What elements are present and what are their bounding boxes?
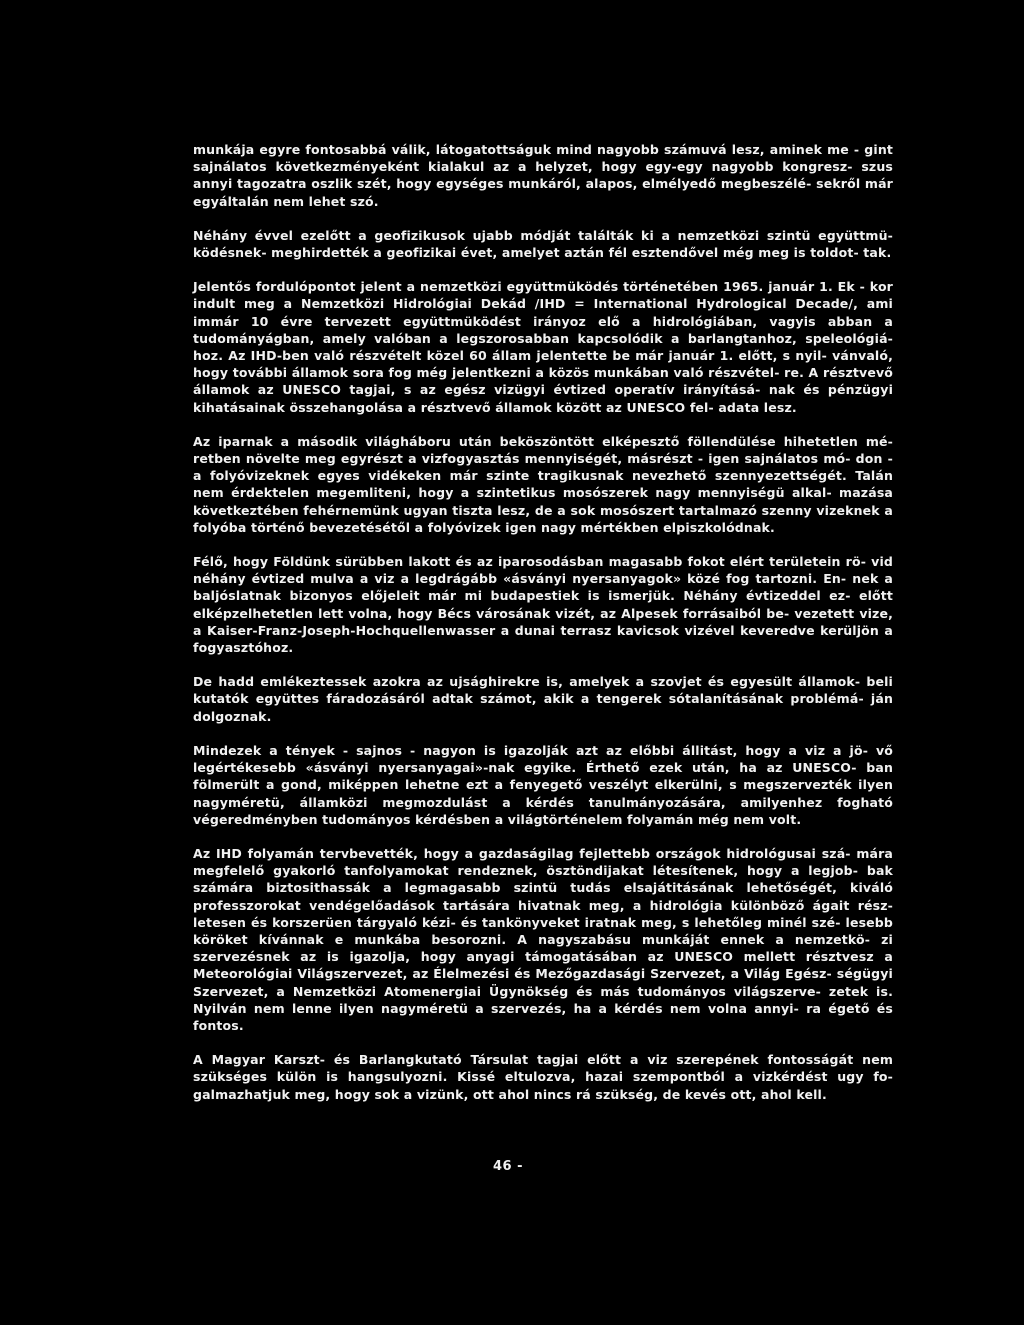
paragraph-3: Jelentős fordulópontot jelent a nemzetközi együttmüködés történetében 1965. január 1. Ek - kor indult meg a Nemzetközi Hidrológiai Dekád /IHD = International Hydrological Decade/, ami immár 10 évre tervezett együttmüködést irányoz elő a hidrológiában, vagyis abban a tudományágban, amely valóban a legszorosabban kapcsolódik a barlangtanhoz, speleológiá- hoz. Az IHD-ben való részvételt közel 60 állam jelentette be már január 1. előtt, s nyil- vánvaló, hogy további államok sora fog még jelentkezni a közös munkában való részvétel- re. A résztvevő államok az UNESCO tagjai, s az egész vizügyi évtized operatív irányításá- nak és pénzügyi kihatásainak összehangolása a résztvevő államok között az UNESCO fel- adata lesz. bbox=[193, 279, 893, 415]
document-body bbox=[193, 141, 893, 1103]
paragraph-6: De hadd emlékeztessek azokra az ujsághirekre is, amelyek a szovjet és egyesült államok- beli kutatók együttes fáradozásáról adtak számot, akik a tengerek sótalanításának problémá- ján dolgoznak. bbox=[193, 674, 893, 724]
paragraph-4: Az iparnak a második világháboru után beköszöntött elképesztő föllendülése hihetetlen mé- retben növelte meg egyrészt a vizfogyasztás mennyiségét, másrészt - igen sajnálatos mó- don - a folyóvizeknek egyes vidékeken már szinte tragikusnak nevezhető szennyezettségét. Talán nem érdektelen megemliteni, hogy a szintetikus mosószerek nagy mennyiségü alkal- mazása következtében fehérnemünk ugyan tiszta lesz, de a sok mosószert tartalmazó szenny vizeknek a folyóba történő bevezetésétől a folyóvizek igen nagy mértékben elpiszkolódnak. bbox=[193, 433, 893, 535]
paragraph-1: munkája egyre fontosabbá válik, látogatottságuk mind nagyobb számuvá lesz, aminek me - gint sajnálatos következményeként kialakul az a helyzet, hogy egy-egy nagyobb kongresz- szus annyi tagozatra oszlik szét, hogy egységes munkáról, alapos, elmélyedő megbeszélé- sekről már egyáltalán nem lehet szó. bbox=[193, 142, 893, 209]
paragraph-7: Mindezek a tények - sajnos - nagyon is igazolják azt az előbbi állitást, hogy a viz a jö- vő legértékesebb «ásványi nyersanyagai»-nak egyike. Érthető ezek után, ha az UNESCO- ban fölmerült a gond, miképpen lehetne ezt a fenyegető veszélyt elkerülni, s megszervezték ilyen nagyméretü, államközi megmozdulást a kérdés tanulmányozására, amilyenhez fogható végeredményben tudományos kérdésben a világtörténelem folyamán még nem volt. bbox=[193, 742, 893, 827]
paragraph-9: A Magyar Karszt- és Barlangkutató Társulat tagjai előtt a viz szerepének fontosságát nem szükséges külön is hangsulyozni. Kissé eltulozva, hazai szempontból a vizkérdést ugy fo- galmazhatjuk meg, hogy sok a vizünk, ott ahol nincs rá szükség, de kevés ott, ahol kell. bbox=[193, 1052, 893, 1102]
paragraph-5: Félő, hogy Földünk sürübben lakott és az iparosodásban magasabb fokot elért területein rö- vid néhány évtized mulva a viz a legdrágább «ásványi nyersanyagok» közé fog tartozni. En- nek a baljóslatnak bizonyos előjeleit már mi budapestiek is ismerjük. Néhány évtizeddel ez- előtt elképzelhetetlen lett volna, hogy Bécs városának vizét, az Alpesek forrásaiból be- vezetett vize, a Kaiser-Franz-Joseph-Hochquellenwasser a dunai terrasz kavicsok vizével keveredve kerüljön a fogyasztóhoz. bbox=[193, 554, 893, 656]
paragraph-8: Az IHD folyamán tervbevették, hogy a gazdaságilag fejlettebb országok hidrológusai szá- mára megfelelő gyakorló tanfolyamokat rendeznek, ösztöndijakat létesítenek, hogy a legjob- bak számára biztosithassák a legmagasabb szintü tudás elsajátitásának lehetőségét, kiváló professzorokat vendégelőadások tartására hivatnak meg, a hidrológia különböző ágait rész- letesen és korszerüen tárgyaló kézi- és tankönyveket iratnak meg, s lehetőleg minél szé- lesebb köröket kívánnak e munkába besorozni. A nagyszabásu munkáját ennek a nemzetkö- zi szervezésnek az is igazolja, hogy anyagi támogatásában az UNESCO mellett résztvesz a Meteorológiai Világszervezet, az Élelmezési és Mezőgazdasági Szervezet, a Világ Egész- ségügyi Szervezet, a Nemzetközi Atomenergiai Ügynökség és más tudományos világszerve- zetek is. Nyilván nem lenne ilyen nagyméretü a szervezés, ha a kérdés nem volna annyi- ra égető és fontos. bbox=[193, 845, 893, 1033]
page-number: 46 - bbox=[493, 1159, 524, 1174]
paragraph-2: Néhány évvel ezelőtt a geofizikusok ujabb módját találták ki a nemzetközi szintü együttmü- ködésnek- meghirdették a geofizikai évet, amelyet aztán fél esztendővel még meg is toldot- tak. bbox=[193, 227, 893, 261]
